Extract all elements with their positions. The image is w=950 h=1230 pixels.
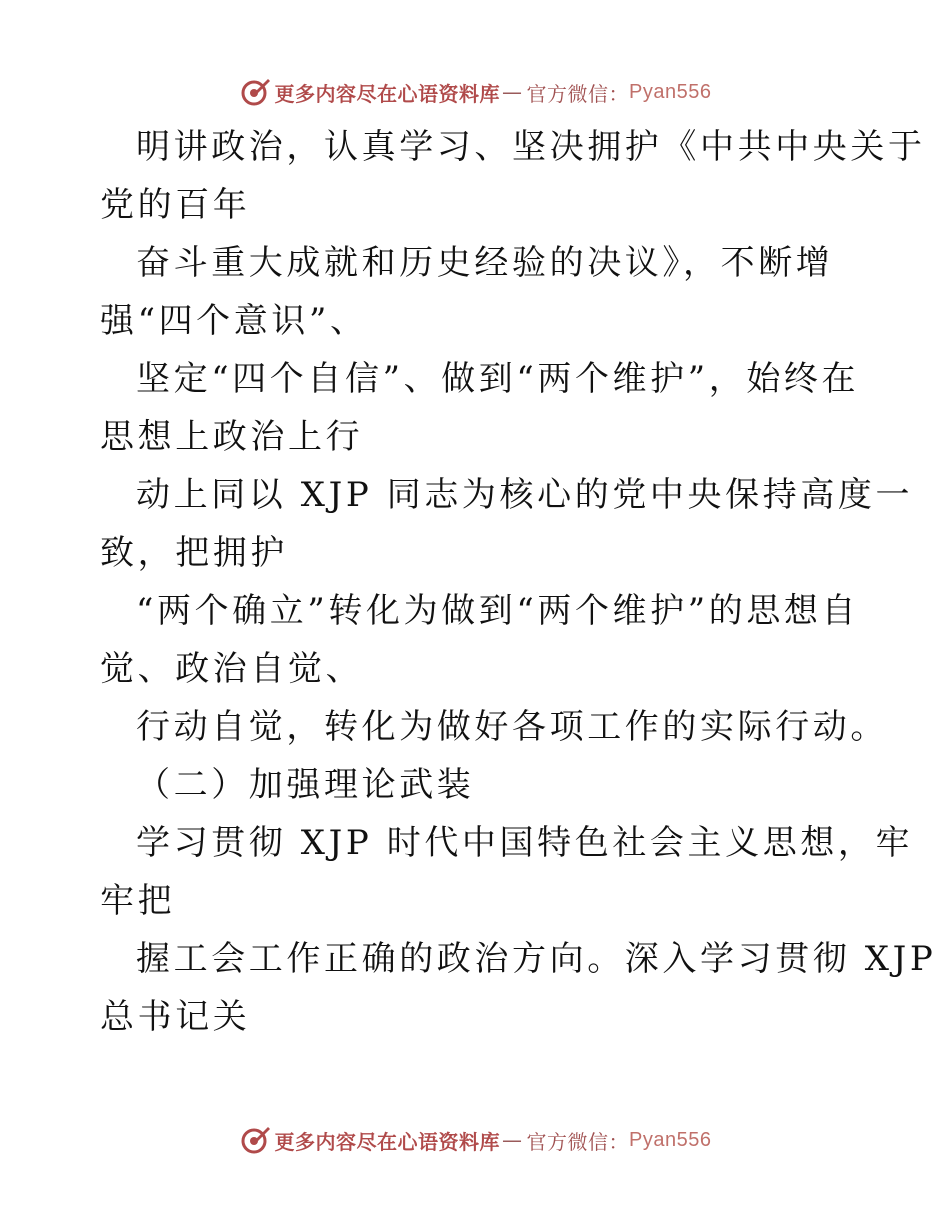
header-brand-text: 更多内容尽在心语资料库 (274, 81, 501, 106)
section-heading: （二）加强理论武装 (136, 765, 475, 805)
body-line: 动上同以 XJP 同志为核心的党中央保持高度一 (136, 475, 914, 515)
header-separator: — (502, 80, 523, 104)
quill-logo-icon (239, 1124, 271, 1156)
footer-wechat-account: Pyan556 (629, 1128, 712, 1151)
footer-brand-text: 更多内容尽在心语资料库 (274, 1129, 501, 1154)
header-watermark (0, 72, 950, 112)
body-line: 思想上政治上行 (100, 417, 364, 457)
body-line: “两个确立”转化为做到“两个维护”的思想自 (136, 591, 860, 631)
body-line: 明讲政治，认真学习、坚决拥护《中共中央关于 (136, 127, 926, 167)
body-line: 学习贯彻 XJP 时代中国特色社会主义思想，牢 (136, 823, 914, 863)
footer-wechat-label: 官方微信： (526, 1129, 630, 1154)
body-line: 党的百年 (100, 185, 251, 225)
body-line: 奋斗重大成就和历史经验的决议》，不断增 (136, 243, 834, 283)
body-line: 行动自觉，转化为做好各项工作的实际行动。 (136, 707, 888, 747)
body-line: 坚定“四个自信”、做到“两个维护”，始终在 (136, 359, 860, 399)
body-line: 总书记关 (100, 997, 251, 1037)
body-line: 强“四个意识”、 (100, 301, 368, 341)
document-body (100, 118, 937, 1046)
header-wechat-label: 官方微信： (526, 81, 630, 106)
body-line: 觉、政治自觉、 (100, 649, 364, 689)
body-line: 握工会工作正确的政治方向。深入学习贯彻 XJP (136, 939, 937, 979)
footer-watermark (0, 1120, 950, 1160)
body-line: 牢把 (100, 881, 176, 921)
header-wechat-account: Pyan556 (629, 80, 712, 103)
quill-logo-icon (239, 76, 271, 108)
footer-separator: — (502, 1128, 523, 1152)
body-line: 致，把拥护 (100, 533, 288, 573)
